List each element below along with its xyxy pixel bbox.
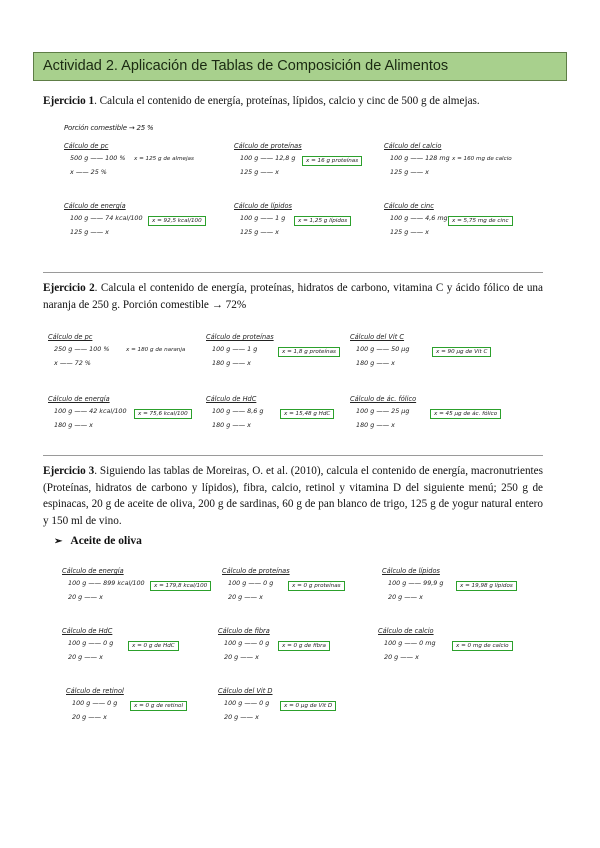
calc-result: x = 160 mg de calcio: [452, 156, 512, 162]
calc-line: 20 g —— x: [68, 593, 103, 601]
calc-block: [378, 627, 538, 677]
calc-block: [48, 395, 208, 445]
calc-line: 100 g —— 1 g: [240, 214, 286, 222]
calc-result-box: x = 19,98 g lípidos: [456, 581, 517, 591]
calc-heading: Cálculo de HdC: [206, 395, 257, 403]
calc-line: 100 g —— 0 g: [72, 699, 118, 707]
calc-heading: Cálculo del calcio: [384, 142, 442, 150]
calc-line: 100 g —— 12,8 g: [240, 154, 296, 162]
exercise-1-statement: [43, 93, 543, 110]
calc-line: 20 g —— x: [388, 593, 423, 601]
calc-block: [66, 687, 226, 737]
exercise-2-statement: [43, 280, 543, 313]
calc-line: 100 g —— 4,6 mg: [390, 214, 448, 222]
calc-line: x —— 72 %: [54, 359, 91, 367]
calc-line: 125 g —— x: [390, 228, 429, 236]
calc-result-box: x = 0 µg de Vit D: [280, 701, 336, 711]
calc-result: x = 180 g de naranja: [126, 347, 186, 353]
calc-heading: Cálculo de pc: [64, 142, 109, 150]
calc-block: [234, 142, 394, 192]
calc-line: 100 g —— 0 g: [228, 579, 274, 587]
exercise-3-text: . Siguiendo las tablas de Moreiras, O. et al. (2010), calcula el contenido de energía, macronutrientes (Proteínas, hidratos de carbono y lípidos), fibra, calcio, retinol y vitamina D del siguiente menú; 250 g de espinacas, 20 g de aceite de oliva, 200 g de sardinas, 60 g de pan blanco de trigo, 125 g de yogur natural entero y 150 ml de vino.: [43, 465, 543, 527]
calc-line: 100 g —— 25 µg: [356, 407, 410, 415]
calc-line: 250 g —— 100 %: [54, 345, 110, 353]
calc-line: 125 g —— x: [70, 228, 109, 236]
calc-result-box: x = 90 µg de Vit C: [432, 347, 491, 357]
food-section-heading: [54, 535, 142, 547]
calc-heading: Cálculo de proteínas: [222, 567, 290, 575]
calc-result-box: x = 15,48 g HdC: [280, 409, 334, 419]
calc-heading: Cálculo de fibra: [218, 627, 270, 635]
calc-block: [382, 567, 542, 617]
calc-block: [62, 627, 222, 677]
exercise-1-text: . Calcula el contenido de energía, proteínas, lípidos, calcio y cinc de 500 g de almejas.: [94, 95, 480, 107]
calc-line: 100 g —— 0 g: [224, 639, 270, 647]
edible-portion-note: Porción comestible → 25 %: [64, 124, 154, 132]
calc-line: 20 g —— x: [68, 653, 103, 661]
calc-result-box: x = 5,75 mg de cinc: [448, 216, 513, 226]
calc-line: 500 g —— 100 %: [70, 154, 126, 162]
exercise-3-label: Ejercicio 3: [43, 465, 95, 477]
calc-block: [64, 142, 224, 192]
exercise-1-label: Ejercicio 1: [43, 95, 95, 107]
calc-block: [350, 395, 510, 445]
calc-line: 125 g —— x: [240, 168, 279, 176]
calc-line: 180 g —— x: [212, 421, 251, 429]
calc-heading: Cálculo de energía: [64, 202, 126, 210]
calc-result-box: x = 92,5 kcal/100: [148, 216, 206, 226]
calc-heading: Cálculo de energía: [48, 395, 110, 403]
calc-line: 20 g —— x: [224, 653, 259, 661]
activity-title: Actividad 2. Aplicación de Tablas de Composición de Alimentos: [33, 52, 567, 81]
calc-block: [206, 395, 366, 445]
calc-line: 100 g —— 50 µg: [356, 345, 410, 353]
calc-block: [48, 333, 208, 383]
calc-block: [218, 627, 378, 677]
calc-result-box: x = 75,6 kcal/100: [134, 409, 192, 419]
calc-line: 100 g —— 899 kcal/100: [68, 579, 145, 587]
calc-heading: Cálculo de ác. fólico: [350, 395, 417, 403]
calc-line: 180 g —— x: [356, 359, 395, 367]
calc-heading: Cálculo de proteínas: [206, 333, 274, 341]
section-divider: [43, 455, 543, 456]
section-divider: [43, 272, 543, 273]
calc-block: [234, 202, 394, 252]
calc-line: 100 g —— 99,9 g: [388, 579, 444, 587]
calc-line: 125 g —— x: [240, 228, 279, 236]
calc-result-box: x = 1,8 g proteínas: [278, 347, 340, 357]
calc-line: 100 g —— 0 g: [224, 699, 270, 707]
calc-block: [218, 687, 378, 737]
calc-block: [384, 142, 544, 192]
calc-line: 20 g —— x: [72, 713, 107, 721]
calc-result-box: x = 16 g proteínas: [302, 156, 362, 166]
calc-result-box: x = 179,8 kcal/100: [150, 581, 211, 591]
calc-heading: Cálculo de lípidos: [382, 567, 440, 575]
exercise-2-text: . Calcula el contenido de energía, proteínas, hidratos de carbono, vitamina C y ácido fólico de una naranja de 250 g. Porción comestible → 72%: [43, 282, 543, 311]
calc-result-box: x = 0 mg de calcio: [452, 641, 513, 651]
calc-line: 100 g —— 42 kcal/100: [54, 407, 127, 415]
calc-line: 100 g —— 8,6 g: [212, 407, 264, 415]
food-section-label: Aceite de oliva: [70, 535, 142, 547]
calc-line: 100 g —— 0 mg: [384, 639, 436, 647]
calc-block: [350, 333, 510, 383]
calc-line: 20 g —— x: [228, 593, 263, 601]
calc-heading: Cálculo del Vit D: [218, 687, 273, 695]
calc-line: 180 g —— x: [356, 421, 395, 429]
calc-heading: Cálculo de HdC: [62, 627, 113, 635]
calc-heading: Cálculo del Vit C: [350, 333, 405, 341]
calc-block: [62, 567, 222, 617]
calc-line: 100 g —— 128 mg: [390, 154, 450, 162]
calc-line: 20 g —— x: [224, 713, 259, 721]
calc-line: 100 g —— 0 g: [68, 639, 114, 647]
calc-block: [206, 333, 366, 383]
calc-heading: Cálculo de calcio: [378, 627, 434, 635]
calc-line: x —— 25 %: [70, 168, 107, 176]
exercise-2-label: Ejercicio 2: [43, 282, 95, 294]
calc-block: [222, 567, 382, 617]
arrow-bullet-icon: ➢: [54, 536, 63, 547]
calc-result-box: x = 1,25 g lípidos: [294, 216, 351, 226]
calc-heading: Cálculo de pc: [48, 333, 93, 341]
calc-block: [64, 202, 224, 252]
calc-line: 125 g —— x: [390, 168, 429, 176]
calc-line: 180 g —— x: [212, 359, 251, 367]
calc-heading: Cálculo de proteínas: [234, 142, 302, 150]
calc-heading: Cálculo de retinol: [66, 687, 124, 695]
calc-result-box: x = 0 g de HdC: [128, 641, 179, 651]
calc-result-box: x = 45 µg de ác. fólico: [430, 409, 501, 419]
calc-heading: Cálculo de energía: [62, 567, 124, 575]
calc-result-box: x = 0 g de fibra: [278, 641, 330, 651]
calc-line: 180 g —— x: [54, 421, 93, 429]
calc-result-box: x = 0 g de retinol: [130, 701, 187, 711]
calc-block: [384, 202, 544, 252]
calc-line: 100 g —— 74 kcal/100: [70, 214, 143, 222]
calc-heading: Cálculo de cinc: [384, 202, 434, 210]
calc-line: 20 g —— x: [384, 653, 419, 661]
calc-heading: Cálculo de lípidos: [234, 202, 292, 210]
exercise-3-statement: [43, 463, 543, 529]
calc-result: x = 125 g de almejas: [134, 156, 194, 162]
calc-line: 100 g —— 1 g: [212, 345, 258, 353]
calc-result-box: x = 0 g proteínas: [288, 581, 345, 591]
